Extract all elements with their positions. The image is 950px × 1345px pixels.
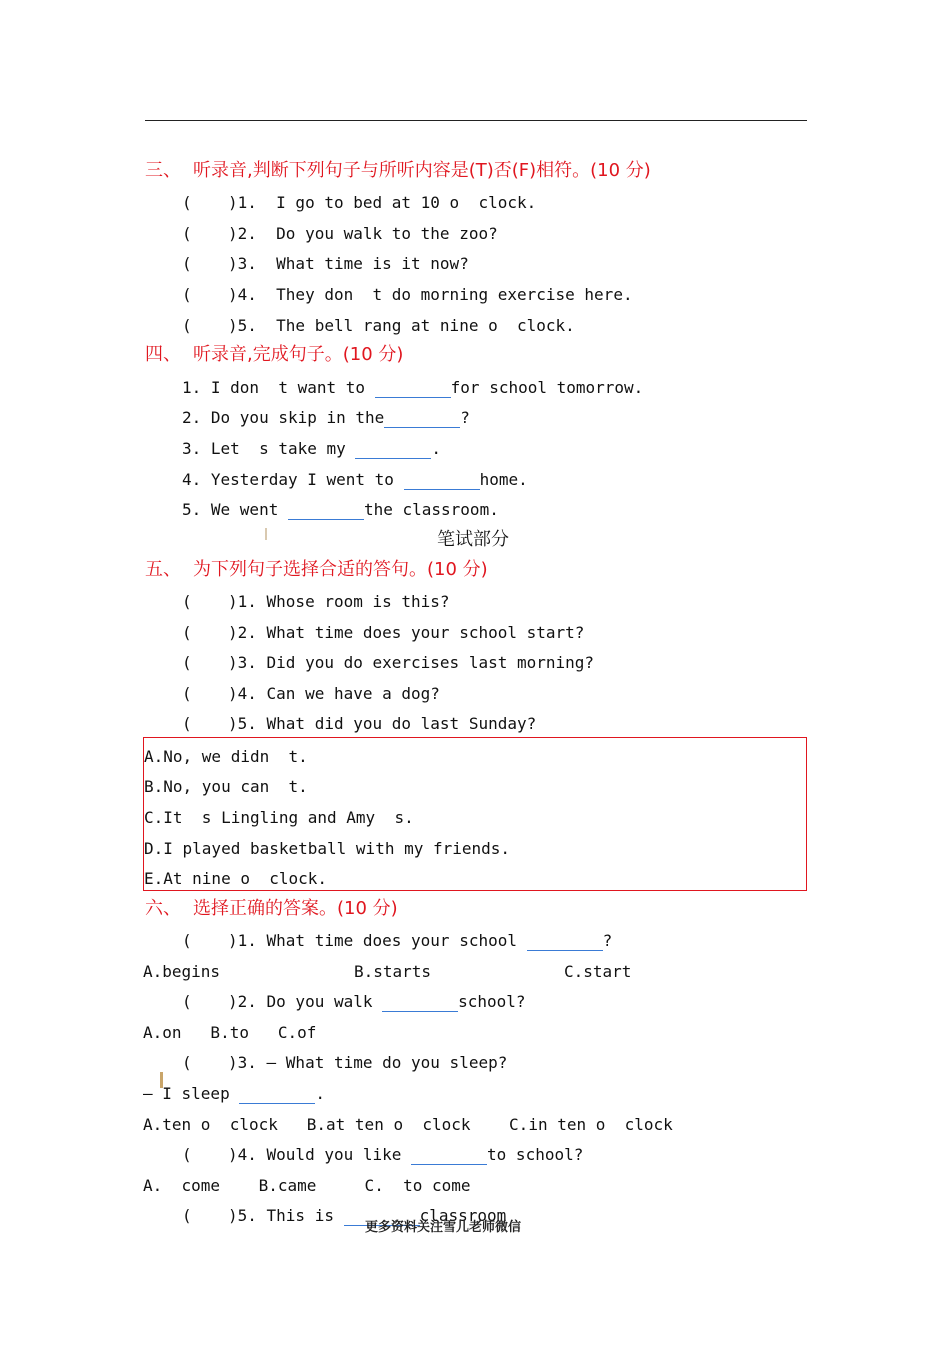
s5-item-1-text: )1. Whose room is this?: [228, 592, 450, 611]
section-6-heading: [145, 898, 398, 920]
s6-q1-post: ?: [602, 931, 613, 950]
section-6-title: 选择正确的答案。(10 分): [193, 898, 398, 919]
s6-q1-pre: )1. What time does your school: [228, 931, 527, 950]
s6-q1-option-a: A.begins: [143, 962, 221, 981]
s4-item-5-post: the classroom.: [363, 500, 499, 519]
option-c: C.It s Lingling and Amy s.: [144, 808, 414, 827]
s6-q3-answer-line: [143, 1084, 325, 1104]
s4-item-4-pre: 4. Yesterday I went to: [182, 470, 404, 489]
answer-blank[interactable]: [404, 472, 480, 490]
s6-q1: [182, 931, 612, 951]
s6-q1-option-c: C.start: [564, 962, 632, 981]
section-4-title: 听录音,完成句子。(10 分): [193, 344, 404, 365]
s6-q3-text: )3. — What time do you sleep?: [228, 1053, 508, 1072]
s6-q4: [182, 1145, 583, 1165]
s3-item-2-text: )2. Do you walk to the zoo?: [228, 224, 498, 243]
option-e: E.At nine o clock.: [144, 869, 328, 888]
answer-blank[interactable]: [384, 410, 460, 428]
section-5-heading: [145, 559, 488, 581]
section-5-number: 五、: [145, 559, 181, 580]
s3-item-5: [182, 316, 575, 336]
s6-q4-post: to school?: [487, 1145, 584, 1164]
s5-item-1: [182, 592, 450, 612]
section-3-number: 三、: [145, 160, 181, 181]
s4-item-2-pre: 2. Do you skip in the: [182, 408, 385, 427]
s6-q3-answer-pre: — I sleep: [143, 1084, 240, 1103]
s6-q3-options: A.ten o clock B.at ten o clock C.in ten o clock: [143, 1115, 673, 1134]
section-4-heading: [145, 344, 403, 366]
s6-q3-answer-post: .: [315, 1084, 325, 1103]
answer-paren[interactable]: (: [182, 592, 192, 611]
s6-q4-options: A. come B.came C. to come: [143, 1176, 471, 1195]
s6-q2-post: school?: [458, 992, 526, 1011]
s6-q1-option-b: B.starts: [354, 962, 432, 981]
s4-item-5-pre: 5. We went: [182, 500, 288, 519]
s5-item-2-text: )2. What time does your school start?: [228, 623, 585, 642]
option-b: B.No, you can t.: [144, 777, 308, 796]
answer-paren[interactable]: (: [182, 1206, 192, 1225]
section-5-title: 为下列句子选择合适的答句。(10 分): [193, 559, 488, 580]
section-6-number: 六、: [145, 898, 181, 919]
s4-item-1-pre: 1. I don t want to: [182, 378, 375, 397]
answer-paren[interactable]: (: [182, 316, 192, 335]
top-rule: [145, 120, 807, 121]
s4-item-3-post: .: [431, 439, 442, 458]
s5-item-3-text: )3. Did you do exercises last morning?: [228, 653, 595, 672]
s6-q4-pre: )4. Would you like: [228, 1145, 412, 1164]
s5-item-3: [182, 653, 594, 673]
answer-paren[interactable]: (: [182, 992, 192, 1011]
option-d: D.I played basketball with my friends.: [144, 839, 511, 858]
answer-options-box: [143, 737, 807, 891]
answer-paren[interactable]: (: [182, 931, 192, 950]
answer-paren[interactable]: (: [182, 224, 192, 243]
option-a: A.No, we didn t.: [144, 747, 308, 766]
s5-item-5: [182, 714, 536, 734]
answer-blank[interactable]: [375, 380, 451, 398]
s3-item-5-text: )5. The bell rang at nine o clock.: [228, 316, 575, 335]
s4-item-4: [182, 470, 528, 490]
s4-item-3: [182, 439, 441, 459]
s3-item-4: [182, 285, 633, 305]
answer-paren[interactable]: (: [182, 254, 192, 273]
s6-q2-pre: )2. Do you walk: [228, 992, 383, 1011]
s5-item-5-text: )5. What did you do last Sunday?: [228, 714, 537, 733]
s5-item-2: [182, 623, 584, 643]
answer-paren[interactable]: (: [182, 714, 192, 733]
s6-q3: [182, 1053, 507, 1073]
watermark-text: 更多资料关注雪儿老师微信: [365, 1220, 522, 1235]
s4-item-2: [182, 408, 470, 428]
answer-blank[interactable]: [288, 502, 364, 520]
section-3-title: 听录音,判断下列句子与所听内容是(T)否(F)相符。(10 分): [193, 160, 651, 181]
s3-item-1-text: )1. I go to bed at 10 o clock.: [228, 193, 537, 212]
answer-paren[interactable]: (: [182, 285, 192, 304]
answer-blank[interactable]: [411, 1147, 487, 1165]
answer-paren[interactable]: (: [182, 1145, 192, 1164]
s6-q2-options: A.on B.to C.of: [143, 1023, 317, 1042]
s5-item-4: [182, 684, 440, 704]
answer-paren[interactable]: (: [182, 1053, 192, 1072]
s4-item-1: [182, 378, 643, 398]
answer-paren[interactable]: (: [182, 193, 192, 212]
s6-q5-pre: )5. This is: [228, 1206, 344, 1225]
s4-item-4-post: home.: [479, 470, 528, 489]
answer-blank[interactable]: [355, 441, 431, 459]
section-3-heading: [145, 160, 651, 182]
answer-blank[interactable]: [382, 994, 458, 1012]
answer-blank[interactable]: [527, 933, 603, 951]
s3-item-3: [182, 254, 469, 274]
s5-item-4-text: )4. Can we have a dog?: [228, 684, 440, 703]
section-4-number: 四、: [145, 344, 181, 365]
s4-item-2-post: ?: [460, 408, 470, 427]
answer-blank[interactable]: [239, 1086, 315, 1104]
s4-item-1-post: for school tomorrow.: [450, 378, 644, 397]
s6-q2: [182, 992, 526, 1012]
s3-item-4-text: )4. They don t do morning exercise here.: [228, 285, 633, 304]
answer-paren[interactable]: (: [182, 653, 192, 672]
s3-item-2: [182, 224, 498, 244]
s6-q5-post: classroom: [419, 1206, 507, 1225]
scan-mark: [265, 528, 267, 540]
s4-item-3-pre: 3. Let s take my: [182, 439, 356, 458]
s3-item-1: [182, 193, 536, 213]
answer-paren[interactable]: (: [182, 623, 192, 642]
answer-paren[interactable]: (: [182, 684, 192, 703]
s3-item-3-text: )3. What time is it now?: [228, 254, 469, 273]
written-part-heading: 笔试部分: [437, 529, 509, 550]
s4-item-5: [182, 500, 499, 520]
